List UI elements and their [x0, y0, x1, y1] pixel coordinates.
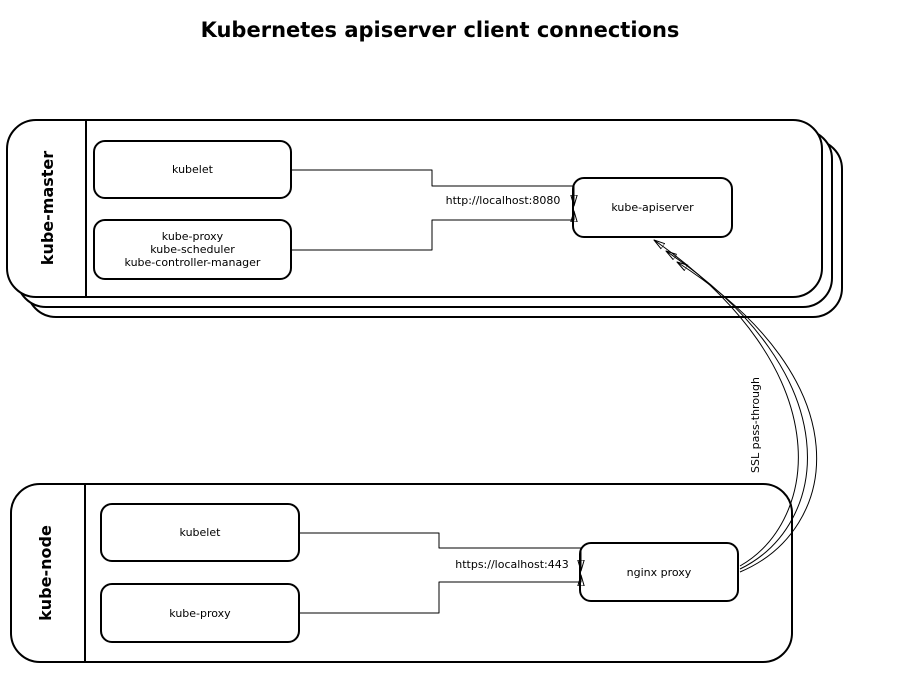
https-localhost-edge-label: https://localhost:443	[455, 558, 569, 571]
master-service-kube-controller-manager: kube-controller-manager	[124, 256, 261, 269]
ssl-pass-through-edge-label: SSL pass-through	[749, 377, 762, 473]
node-kube-proxy-label: kube-proxy	[169, 606, 231, 620]
kube-master-container	[6, 119, 823, 298]
kube-master-label: kube-master	[38, 150, 57, 266]
diagram-title: Kubernetes apiserver client connections	[200, 18, 680, 42]
node-kube-proxy-node	[100, 583, 300, 643]
kube-apiserver-label: kube-apiserver	[611, 201, 694, 214]
http-localhost-edge-label: http://localhost:8080	[445, 194, 561, 207]
node-kubelet-node	[100, 503, 300, 562]
kube-node-label: kube-node	[36, 525, 55, 621]
kube-node-container	[10, 483, 793, 663]
master-kubelet-label: kubelet	[172, 163, 213, 176]
nginx-proxy-label: nginx proxy	[626, 565, 692, 579]
master-services-node	[93, 219, 292, 280]
master-kubelet-node	[93, 140, 292, 199]
node-kubelet-label: kubelet	[179, 526, 221, 539]
master-service-kube-proxy: kube-proxy	[161, 230, 224, 243]
kube-node-label-divider	[84, 483, 86, 663]
master-service-kube-scheduler: kube-scheduler	[150, 243, 235, 256]
nginx-proxy-node	[579, 542, 739, 602]
kube-apiserver-node	[572, 177, 733, 238]
kube-master-label-divider	[85, 119, 87, 298]
